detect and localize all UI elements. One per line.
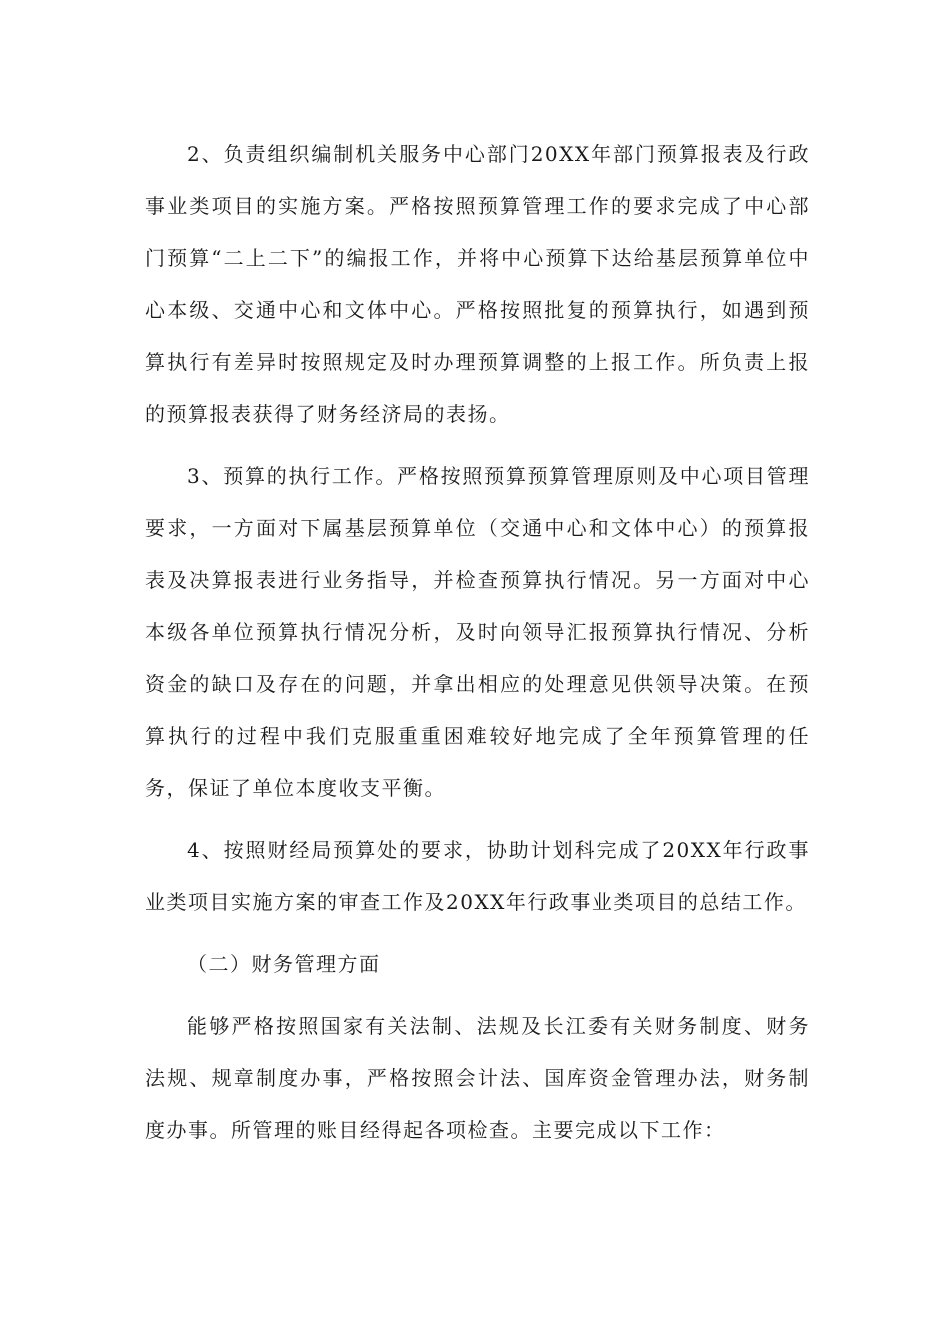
section-heading-financial-management: （二）财务管理方面 <box>187 952 381 976</box>
paragraph-budget-execution: 3、预算的执行工作。严格按照预算预算管理原则及中心项目管理要求，一方面对下属基层预算单位（交通中心和文体中心）的预算报表及决算报表进行业务指导，并检查预算执行情况。另一方面对中心本级各单位预算执行情况分析，及时向领导汇报预算执行情况、分析资金的缺口及存在的问题，并拿出相应的处理意见供领导决策。在预算执行的过程中我们克服重重困难较好地完成了全年预算管理的任务，保证了单位本度收支平衡。 <box>145 464 810 800</box>
paragraph-financial-management: 能够严格按照国家有关法制、法规及长江委有关财务制度、财务法规、规章制度办事，严格按照会计法、国库资金管理办法，财务制度办事。所管理的账目经得起各项检查。主要完成以下工作： <box>145 1014 810 1142</box>
document-body <box>145 128 810 1156</box>
paragraph-project-review: 4、按照财经局预算处的要求，协助计划科完成了20XX年行政事业类项目实施方案的审查工作及20XX年行政事业类项目的总结工作。 <box>145 838 810 914</box>
paragraph-budget-preparation: 2、负责组织编制机关服务中心部门20XX年部门预算报表及行政事业类项目的实施方案。严格按照预算管理工作的要求完成了中心部门预算“二上二下”的编报工作，并将中心预算下达给基层预算单位中心本级、交通中心和文体中心。严格按照批复的预算执行，如遇到预算执行有差异时按照规定及时办理预算调整的上报工作。所负责上报的预算报表获得了财务经济局的表扬。 <box>145 142 810 426</box>
